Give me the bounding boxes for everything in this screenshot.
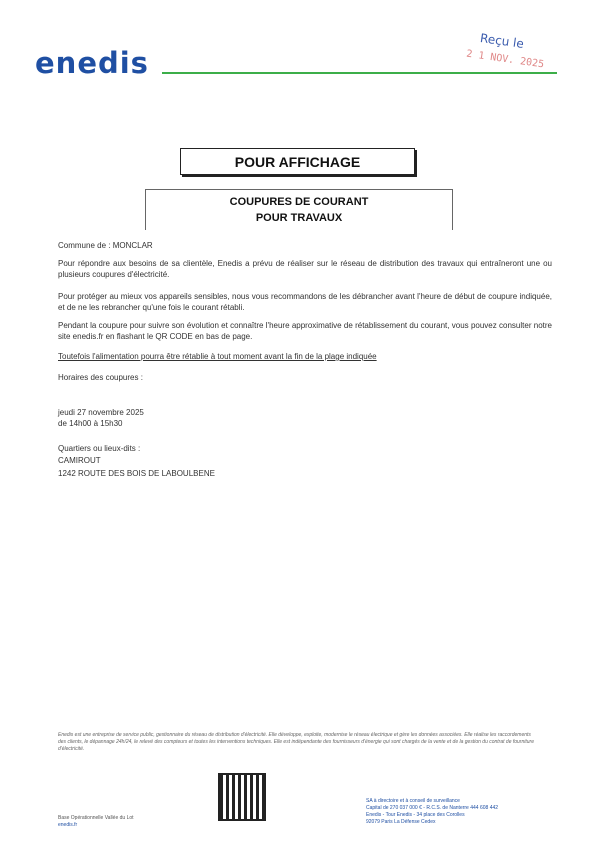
locations-label: Quartiers ou lieux-dits : [58, 444, 141, 453]
restore-warning: Toutefois l'alimentation pourra être rétablie à tout moment avant la fin de la plage indiquée [58, 352, 377, 361]
commune-line: Commune de : MONCLAR [58, 241, 153, 250]
schedule-label: Horaires des coupures : [58, 373, 143, 382]
header-rule [162, 72, 557, 74]
subtitle-box [145, 189, 453, 230]
received-stamp-date: 2 1 NOV. 2025 [465, 48, 545, 71]
company-line: Enedis - Tour Enedis - 34 place des Corolles [366, 812, 465, 818]
subtitle-line-1: COUPURES DE COURANT [229, 196, 369, 208]
body-paragraph-3: Pendant la coupure pour suivre son évolution et connaître l'heure approximative de rétablissement du courant, vous pouvez consulter notre site enedis.fr en flashant le QR CODE en bas de page. [58, 321, 552, 341]
subtitle-line-2: POUR TRAVAUX [255, 212, 343, 224]
company-line: Capital de 270 037 000 € - R.C.S. de Nanterre 444 608 442 [366, 805, 499, 811]
body-paragraph-2: Pour protéger au mieux vos appareils sensibles, nous vous recommandons de les débrancher avant l'heure de début de coupure indiquée, et de ne les rebrancher qu'une fois le courant rétabli. [58, 292, 552, 312]
qr-code-icon[interactable] [218, 773, 266, 821]
body-paragraph-1: Pour répondre aux besoins de sa clientèle, Enedis a prévu de réaliser sur le réseau de distribution des travaux qui entraîneront une ou plusieurs coupures d'électricité. [58, 259, 552, 279]
legal-note: Enedis est une entreprise de service public, gestionnaire du réseau de distribution d'électricité. Elle développe, exploite, modernise le réseau électrique et gère les données associées. Elle réalise les raccordements des clients, le dépannage 24h/24, le relevé des compteurs et toutes les interventions techniques. Elle est indépendante des fournisseurs d'énergie qui sont chargés de la vente et de la gestion du contrat de fourniture d'électricité. [58, 732, 534, 752]
page-title: POUR AFFICHAGE [180, 148, 415, 175]
company-line: SA à directoire et à conseil de surveillance [366, 798, 460, 804]
schedule-time: de 14h00 à 15h30 [58, 419, 123, 428]
company-line: 92079 Paris La Défense Cedex [366, 819, 436, 825]
location-item: 1242 ROUTE DES BOIS DE LABOULBENE [58, 469, 215, 478]
agency-name: Base Opérationnelle Vallée du Lot [58, 815, 134, 821]
footer-agency [58, 815, 134, 829]
website-link[interactable]: enedis.fr [58, 822, 78, 828]
schedule-date: jeudi 27 novembre 2025 [58, 408, 144, 417]
company-info [366, 798, 546, 826]
enedis-logo: enedis [35, 46, 149, 80]
received-stamp-label: Reçu le [479, 31, 525, 51]
location-item: CAMIROUT [58, 456, 101, 465]
